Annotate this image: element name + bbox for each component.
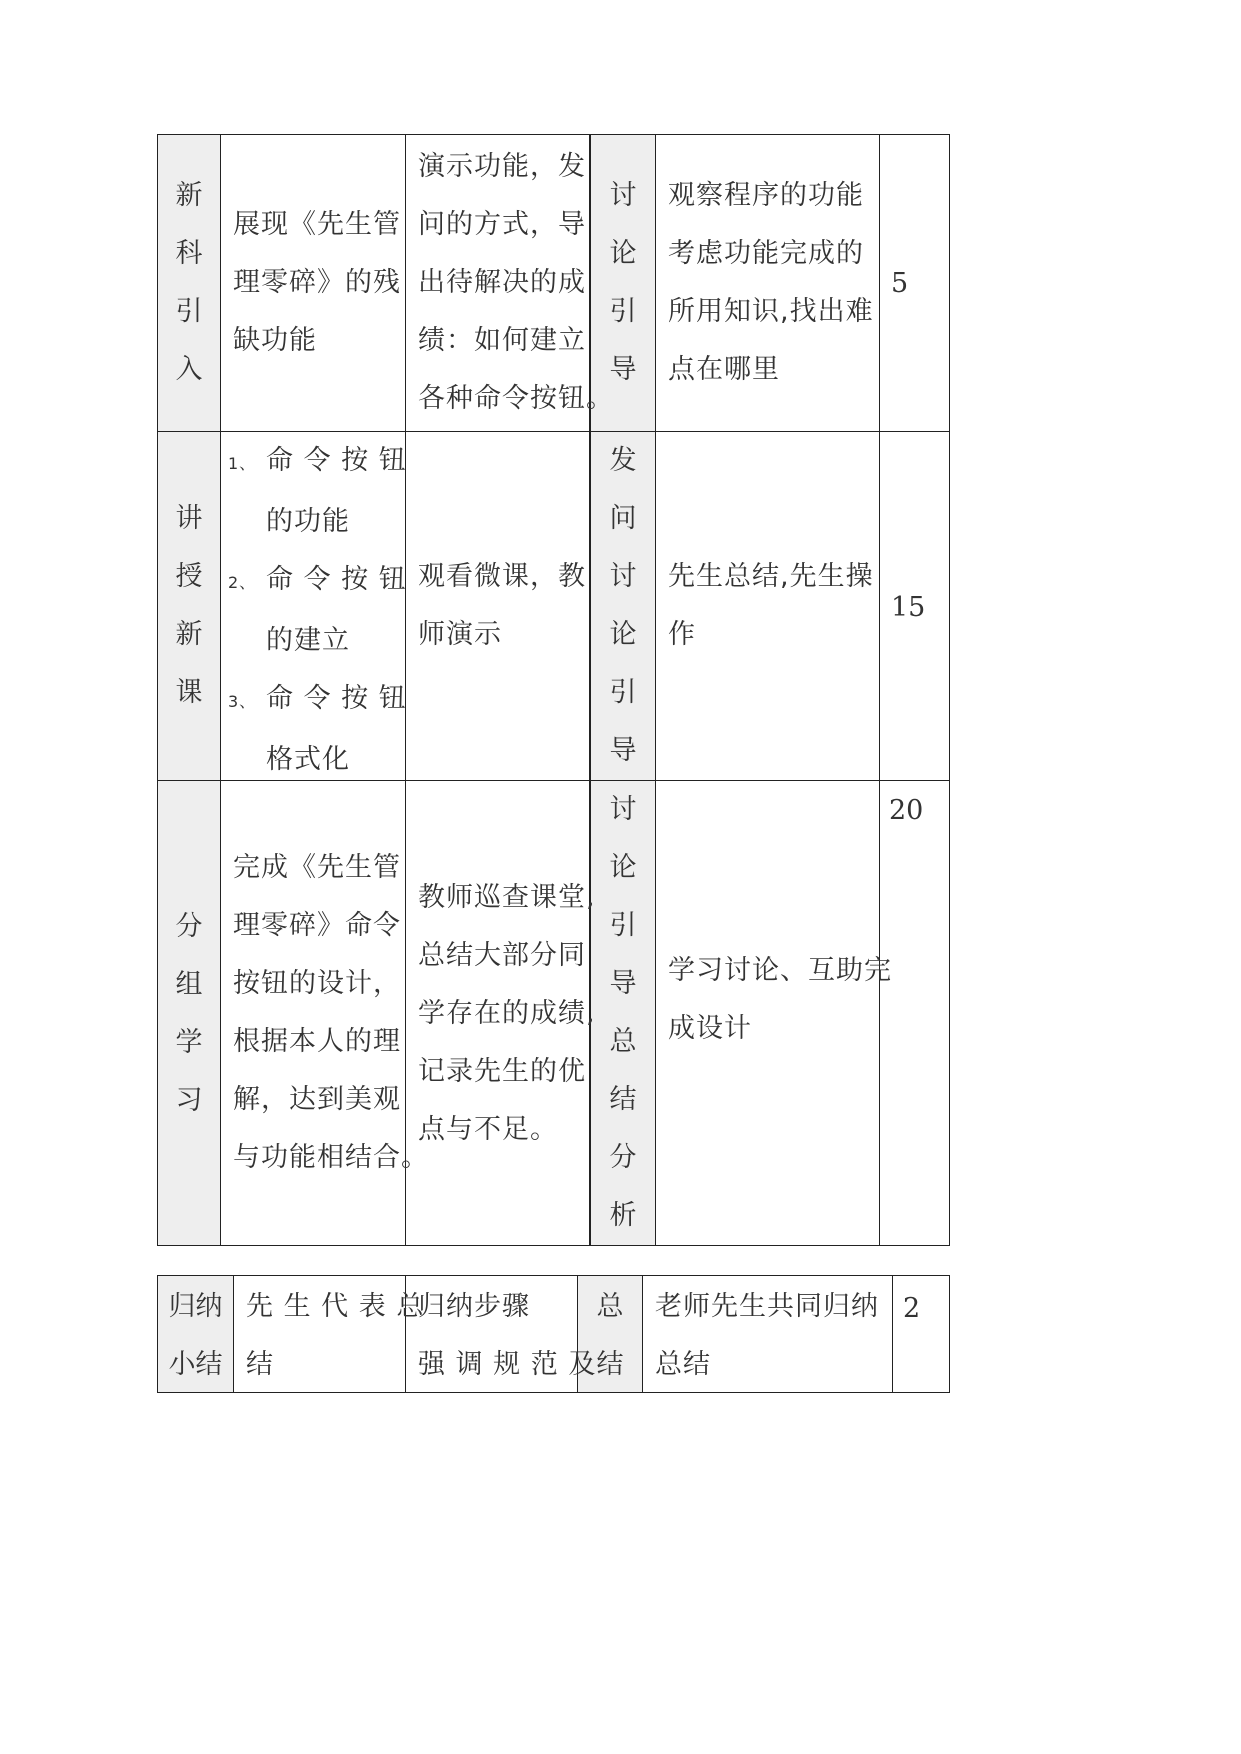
time-cell: 20 [889,795,924,826]
student-activity-cell: 学习讨论、互助完 成设计 [668,955,892,1044]
method-cell: 讨 论 引 导 总 结 分 析 [609,794,637,1231]
student-activity-cell: 观察程序的功能 考虑功能完成的 所用知识,找出难 点在哪里 [668,180,874,385]
list-item: 2、 命 令 按 钮 [228,564,407,595]
method-cell: 讨 论 引 导 [609,180,637,385]
table-border [655,134,656,1246]
content-cell: 完成《先生管 理零碎》命令 按钮的设计， 根据本人的理 解，达到美观 与功能相结合。 [233,852,429,1173]
student-activity-cell: 老师先生共同归纳 总结 [655,1291,879,1380]
table-border [233,1275,234,1393]
teacher-activity-cell: 演示功能，发 问的方式，导 出待解决的成 绩：如何建立 各种命令按钮。 [418,151,614,414]
table-border [879,134,880,1246]
time-cell: 5 [891,268,909,299]
teacher-activity-cell: 观看微课，教 师演示 [418,561,586,650]
time-cell: 2 [903,1293,921,1324]
table-border [949,134,950,1246]
table-border [892,1275,893,1393]
stage-cell: 新 科 引 入 [175,180,203,385]
content-cell: 展现《先生管 理零碎》的残 缺功能 [233,209,401,356]
table-border [642,1275,643,1393]
method-cell: 发 问 讨 论 引 导 [609,445,637,766]
content-cell: 先 生 代 表 总 结 [246,1291,425,1380]
time-cell: 15 [891,592,926,623]
student-activity-cell: 先生总结,先生操 作 [668,561,874,650]
method-cell: 总 结 [596,1291,624,1380]
teacher-activity-cell: 教师巡查课堂, 总结大部分同 学存在的成绩, 记录先生的优 点与不足。 [418,882,596,1145]
table-border [157,1275,950,1276]
table-border [220,134,221,1246]
stage-cell: 讲 授 新 课 [175,503,203,708]
table-border [157,1245,950,1246]
table-border [949,1275,950,1393]
teacher-activity-cell: 归纳步骤 强 调 规 范 及 [418,1291,597,1380]
list-item: 3、 命 令 按 钮 [228,683,407,714]
stage-cell: 分 组 学 习 [175,911,203,1116]
stage-cell: 归纳 小结 [168,1291,223,1380]
content-cell: 1、 命 令 按 钮 的功能 2、 命 令 按 钮 的建立 3、 命 令 按 钮 格式化 [228,432,407,789]
list-item: 1、 命 令 按 钮 [228,445,407,476]
table-border [157,134,950,135]
